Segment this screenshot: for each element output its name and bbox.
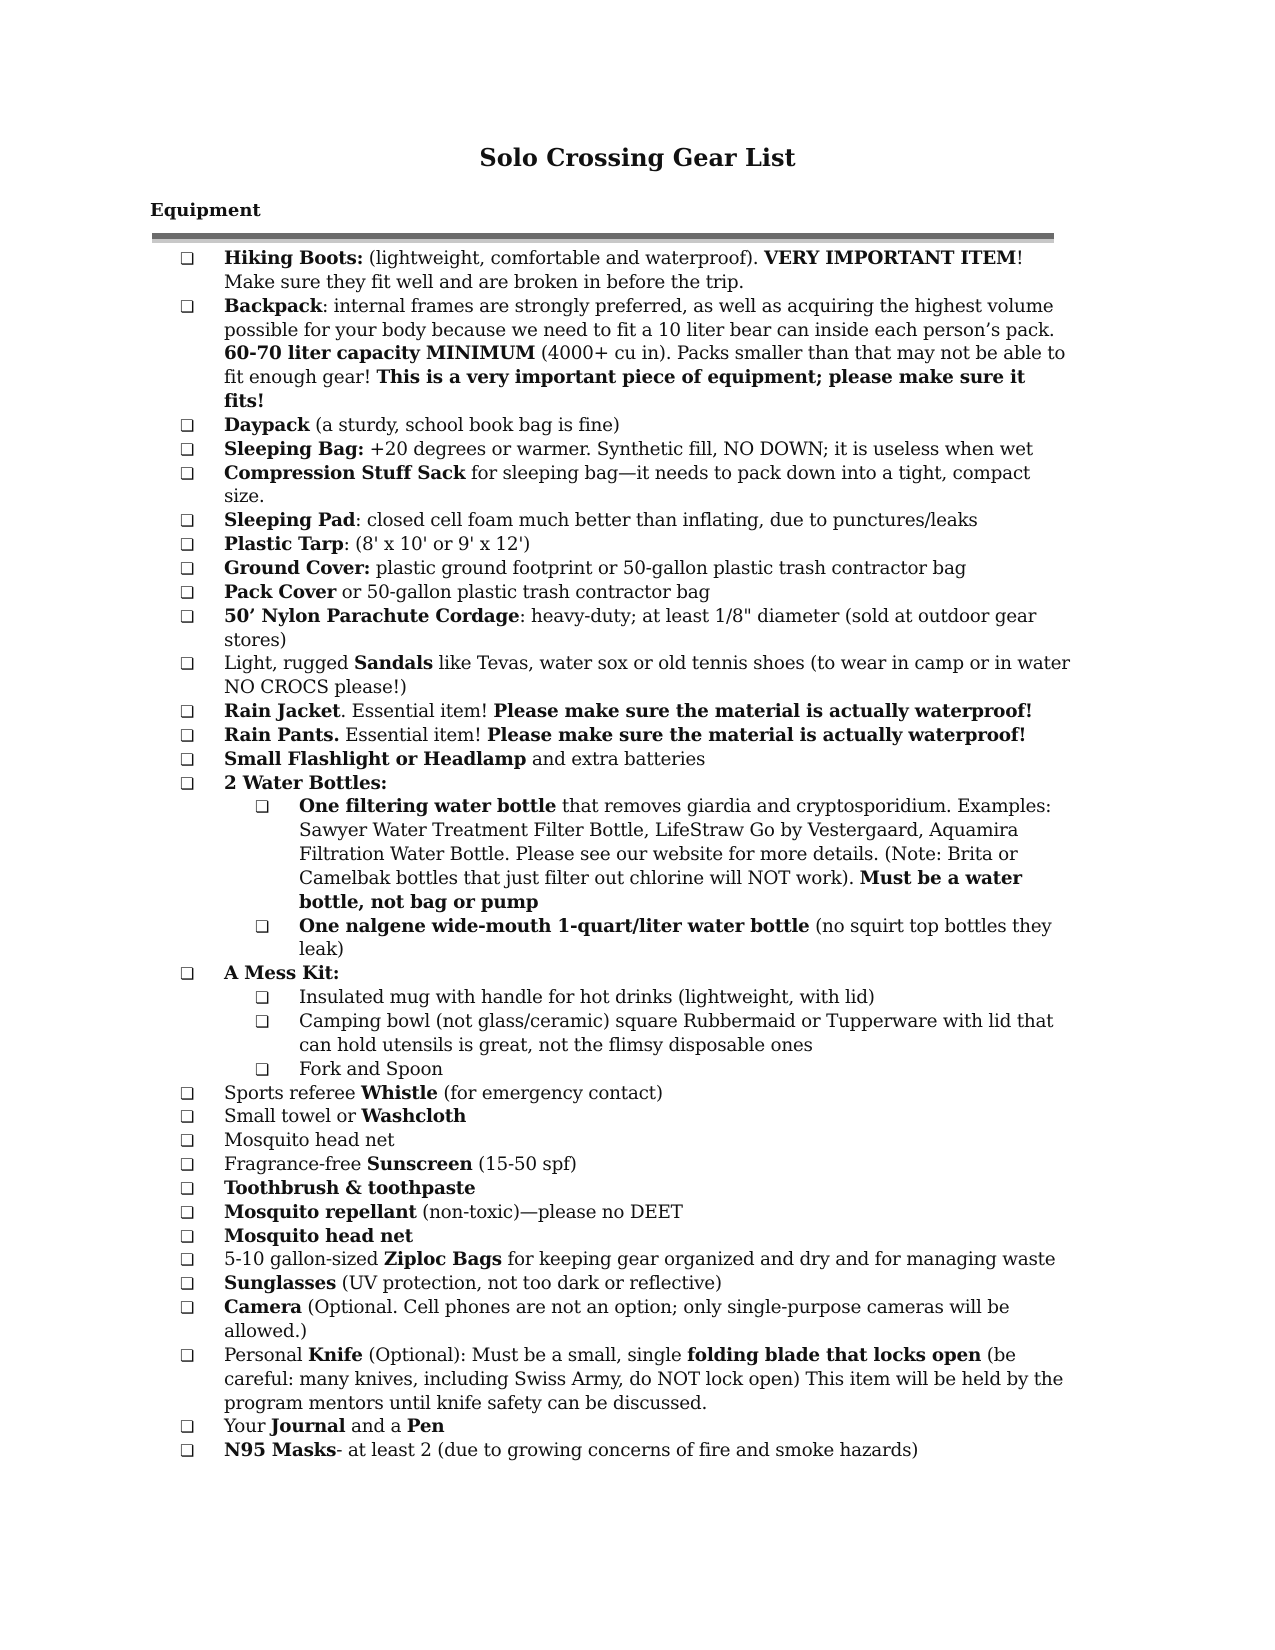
item-text: Fragrance-free	[224, 1154, 367, 1176]
item-bold-text: 50’ Nylon Parachute Cordage	[224, 605, 520, 627]
checklist-item	[180, 700, 1070, 724]
checklist-item	[180, 438, 1070, 462]
item-text: Mosquito head net	[224, 1130, 395, 1152]
item-bold-text: Please make sure the material is actually waterproof!	[493, 701, 1033, 723]
checklist-item	[180, 557, 1070, 581]
item-bold-text: Ground Cover:	[224, 557, 371, 579]
item-bold-text: This is a very important piece of equipment; please make sure it fits!	[224, 367, 1025, 413]
item-text: Small towel or	[224, 1106, 362, 1128]
item-text: (Optional. Cell phones are not an option; only single-purpose cameras will be allowed.)	[224, 1297, 1010, 1342]
checkbox-icon[interactable]: ❏	[180, 1226, 195, 1246]
sub-checklist-item	[180, 1058, 1070, 1082]
checkbox-icon[interactable]: ❏	[180, 725, 195, 745]
checkbox-icon[interactable]: ❏	[180, 1345, 195, 1365]
checkbox-icon[interactable]: ❏	[180, 1417, 195, 1437]
item-bold-text: 60-70 liter capacity MINIMUM	[224, 343, 536, 365]
item-text: like Tevas, water sox or old tennis shoes (to wear in camp or in water NO CROCS please!)	[224, 653, 1070, 699]
checklist-item	[180, 1415, 1070, 1439]
gear-checklist	[180, 247, 1070, 1463]
item-text: Light, rugged	[224, 653, 354, 675]
item-bold-text: Ziploc Bags	[383, 1249, 502, 1271]
item-bold-text: Backpack	[224, 295, 323, 317]
item-bold-text: Rain Jacket	[224, 701, 341, 723]
checklist-item	[180, 295, 1070, 414]
item-text: (lightweight, comfortable and waterproof).	[363, 248, 764, 269]
item-text: (UV protection, not too dark or reflective)	[336, 1273, 722, 1295]
item-bold-text: Plastic Tarp	[224, 534, 344, 556]
item-text: (a sturdy, school book bag is fine)	[309, 414, 620, 436]
item-text: +20 degrees or warmer. Synthetic fill, NO DOWN; it is useless when wet	[364, 438, 1033, 460]
item-bold-text: Pen	[406, 1416, 445, 1438]
checkbox-icon[interactable]: ❏	[180, 511, 195, 531]
checkbox-icon[interactable]: ❏	[180, 1274, 195, 1294]
item-bold-text: Sleeping Bag:	[224, 438, 365, 460]
checklist-item	[180, 1344, 1070, 1416]
sub-checklist-item	[180, 795, 1070, 914]
checkbox-icon[interactable]: ❏	[180, 415, 195, 435]
item-text: Insulated mug with handle for hot drinks (lightweight, with lid)	[299, 987, 875, 1009]
checklist-item	[180, 748, 1070, 772]
item-text: for sleeping bag—it needs to pack down into a tight, compact size.	[224, 462, 1031, 508]
item-text: Essential item!	[339, 724, 487, 746]
checklist-item	[180, 581, 1070, 605]
checkbox-icon[interactable]: ❏	[180, 1131, 195, 1151]
checkbox-icon[interactable]: ❏	[180, 1178, 195, 1198]
item-text: Camping bowl (not glass/ceramic) square Rubbermaid or Tupperware with lid that can hold utensils is great, not the flimsy disposable ones	[299, 1011, 1054, 1056]
checklist-item	[180, 652, 1070, 700]
checklist-item	[180, 533, 1070, 557]
checkbox-icon[interactable]: ❏	[180, 1441, 195, 1461]
checkbox-icon[interactable]: ❏	[255, 916, 270, 936]
item-bold-text: N95 Masks	[224, 1440, 337, 1462]
checkbox-icon[interactable]: ❏	[180, 1083, 195, 1103]
checklist-item	[180, 1082, 1070, 1106]
checkbox-icon[interactable]: ❏	[180, 535, 195, 555]
checkbox-icon[interactable]: ❏	[180, 1202, 195, 1222]
item-text: that removes giardia and cryptosporidium. Examples: Sawyer Water Treatment Filter Bottle, LifeStraw Go by Vestergaard, Aquamira Filtration Water Bottle. Please see our website for more details. (Note: Brita or Camelbak bottles that just filter out chlorine will NOT work).	[299, 796, 1052, 889]
item-bold-text: Must be a water bottle, not bag or pump	[299, 867, 1022, 913]
item-text: or 50-gallon plastic trash contractor bag	[336, 581, 711, 603]
item-text: (for emergency contact)	[437, 1082, 663, 1104]
checkbox-icon[interactable]: ❏	[180, 296, 195, 316]
checkbox-icon[interactable]: ❏	[180, 463, 195, 483]
checklist-item	[180, 1296, 1070, 1344]
checkbox-icon[interactable]: ❏	[180, 1250, 195, 1270]
item-text: for keeping gear organized and dry and for managing waste	[501, 1249, 1056, 1271]
checkbox-icon[interactable]: ❏	[255, 1059, 270, 1079]
sub-checklist-item	[180, 915, 1070, 963]
checkbox-icon[interactable]: ❏	[180, 702, 195, 722]
checkbox-icon[interactable]: ❏	[180, 749, 195, 769]
checklist-item	[180, 1129, 1070, 1153]
item-text: Fork and Spoon	[299, 1058, 443, 1080]
checklist-item	[180, 1201, 1070, 1225]
section-heading-equipment: Equipment	[150, 200, 261, 221]
item-bold-text: Sandals	[353, 653, 433, 675]
checklist-item	[180, 1439, 1070, 1463]
checklist-item	[180, 509, 1070, 533]
checkbox-icon[interactable]: ❏	[180, 773, 195, 793]
item-text: Personal	[224, 1344, 309, 1366]
item-bold-text: Sleeping Pad	[224, 510, 356, 532]
item-text: plastic ground footprint or 50-gallon plastic trash contractor bag	[370, 557, 967, 579]
checkbox-icon[interactable]: ❏	[180, 1155, 195, 1175]
checklist-item	[180, 962, 1070, 986]
item-bold-text: One filtering water bottle	[299, 796, 557, 818]
item-bold-text: Mosquito repellant	[224, 1201, 417, 1223]
item-text: (4000+ cu in). Packs smaller than that may not be able to fit enough gear!	[224, 343, 1066, 389]
checkbox-icon[interactable]: ❏	[180, 249, 195, 268]
item-text: . Essential item!	[340, 701, 494, 723]
item-text: : heavy-duty; at least 1/8" diameter (sold at outdoor gear stores)	[224, 605, 1037, 651]
sub-checklist-item	[180, 986, 1070, 1010]
checklist-item	[180, 605, 1070, 653]
checkbox-icon[interactable]: ❏	[180, 1298, 195, 1318]
item-text: : closed cell foam much better than inflating, due to punctures/leaks	[355, 510, 978, 532]
item-text: Sports referee	[224, 1082, 361, 1104]
item-text: 5-10 gallon-sized	[224, 1249, 384, 1271]
item-bold-text: Small Flashlight or Headlamp	[224, 748, 527, 770]
item-bold-text: VERY IMPORTANT ITEM	[764, 248, 1017, 269]
checkbox-icon[interactable]: ❏	[180, 964, 195, 984]
item-text: and a	[345, 1416, 407, 1438]
item-bold-text: Journal	[270, 1416, 346, 1438]
item-bold-text: Sunscreen	[366, 1154, 473, 1176]
item-text: and extra batteries	[526, 748, 706, 770]
item-text: (Optional): Must be a small, single	[362, 1344, 688, 1366]
checkbox-icon[interactable]: ❏	[180, 558, 195, 578]
checklist-item	[180, 1105, 1070, 1129]
item-text: Your	[224, 1416, 271, 1438]
item-bold-text: Sunglasses	[224, 1273, 337, 1295]
item-text: (non-toxic)—please no DEET	[416, 1201, 683, 1223]
checklist-item	[180, 414, 1070, 438]
checklist-item	[180, 247, 1070, 295]
item-bold-text: Hiking Boots:	[224, 248, 364, 269]
checkbox-icon[interactable]: ❏	[180, 654, 195, 674]
checklist-item	[180, 1153, 1070, 1177]
checklist-item	[180, 462, 1070, 510]
item-text: (be careful: many knives, including Swiss Army, do NOT lock open) This item will be held by the program mentors until knife safety can be discussed.	[224, 1344, 1064, 1414]
item-bold-text: Rain Pants.	[224, 724, 340, 746]
checklist-item	[180, 772, 1070, 796]
checkbox-icon[interactable]: ❏	[255, 797, 270, 817]
item-bold-text: Camera	[224, 1297, 302, 1319]
checklist-item	[180, 724, 1070, 748]
checkbox-icon[interactable]: ❏	[180, 439, 195, 459]
checkbox-icon[interactable]: ❏	[255, 1012, 270, 1031]
item-bold-text: Please make sure the material is actually waterproof!	[486, 724, 1027, 746]
checkbox-icon[interactable]: ❏	[180, 1107, 195, 1127]
checkbox-icon[interactable]: ❏	[180, 582, 195, 602]
item-bold-text: Washcloth	[361, 1106, 467, 1128]
item-bold-text: 2 Water Bottles:	[224, 772, 388, 794]
sub-checklist-item	[180, 1010, 1070, 1058]
checklist-item	[180, 1272, 1070, 1296]
checkbox-icon[interactable]: ❏	[180, 606, 195, 626]
item-text: (no squirt top bottles they leak)	[299, 915, 1052, 961]
item-bold-text: Mosquito head net	[224, 1225, 413, 1247]
checkbox-icon[interactable]: ❏	[255, 988, 270, 1008]
checklist-item	[180, 1248, 1070, 1272]
checklist-item	[180, 1177, 1070, 1201]
item-bold-text: folding blade that locks open	[687, 1344, 982, 1366]
item-bold-text: A Mess Kit:	[224, 963, 340, 985]
item-bold-text: Toothbrush & toothpaste	[224, 1177, 476, 1199]
item-bold-text: Compression Stuff Sack	[224, 462, 466, 484]
item-text: : internal frames are strongly preferred, as well as acquiring the highest volume possible for your body because we need to fit a 10 liter bear can inside each person’s pack.	[224, 295, 1055, 341]
checklist-item	[180, 1225, 1070, 1249]
page-title: Solo Crossing Gear List	[479, 143, 796, 172]
item-text: (15-50 spf)	[472, 1154, 577, 1176]
item-text: : (8' x 10' or 9' x 12')	[343, 534, 531, 556]
item-bold-text: Daypack	[224, 414, 310, 436]
section-divider	[152, 233, 1054, 243]
item-text: - at least 2 (due to growing concerns of fire and smoke hazards)	[336, 1440, 919, 1462]
item-bold-text: Whistle	[360, 1082, 438, 1104]
item-bold-text: Pack Cover	[224, 581, 337, 603]
item-bold-text: Knife	[308, 1344, 363, 1366]
item-text: ! Make sure they fit well and are broken in before the trip.	[224, 248, 1024, 293]
item-bold-text: One nalgene wide-mouth 1-quart/liter water bottle	[299, 915, 810, 937]
